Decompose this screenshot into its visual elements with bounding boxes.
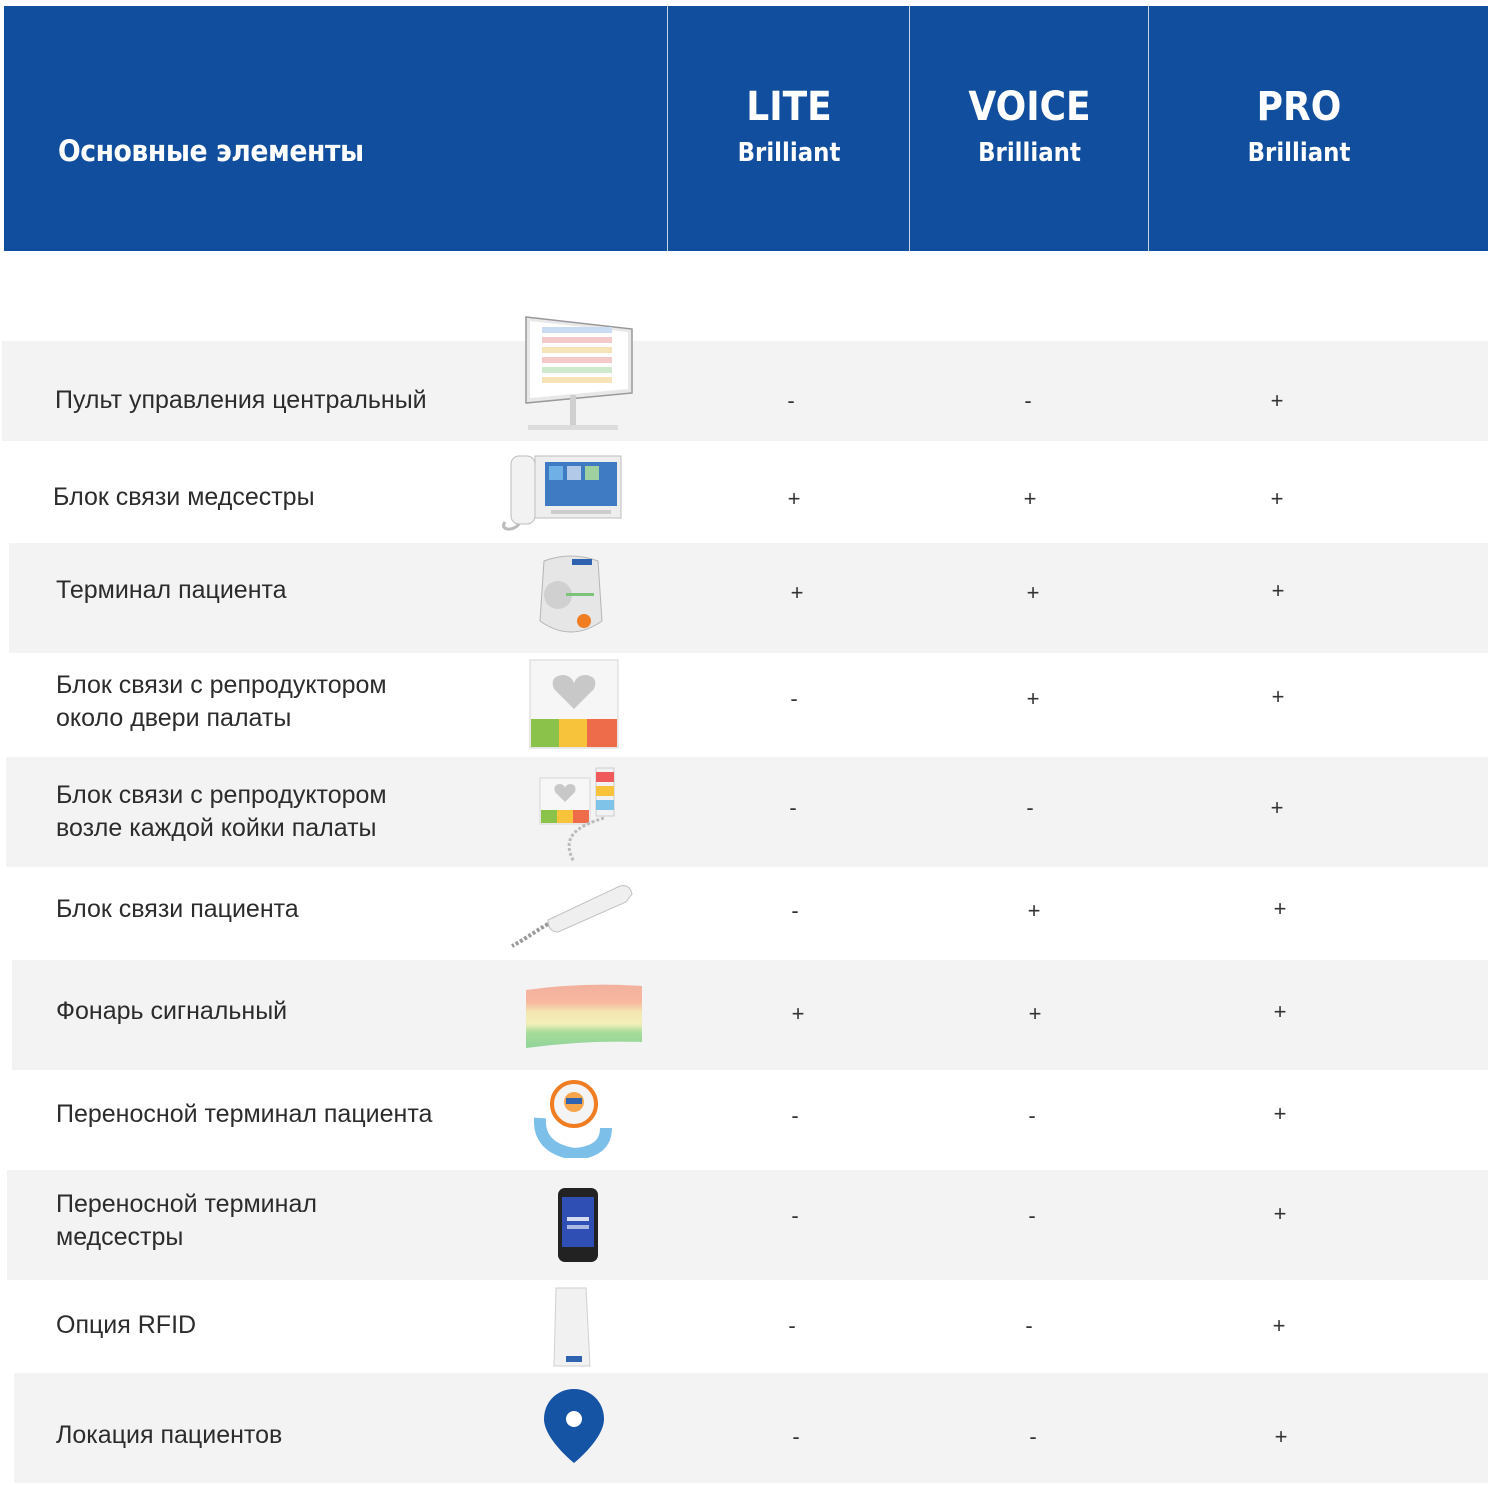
row-label: Переносной терминал медсестры xyxy=(56,1190,317,1251)
mark-pro: + xyxy=(1273,896,1287,921)
mark-voice: + xyxy=(1026,580,1040,605)
mark-lite: + xyxy=(787,486,801,511)
location-pin-icon xyxy=(542,1387,606,1465)
mark-pro: + xyxy=(1271,684,1285,709)
row-label: Блок связи медсестры xyxy=(53,483,315,511)
header-cell-pro xyxy=(1148,6,1489,251)
plan-sub-voice: Brilliant xyxy=(978,138,1081,168)
mark-voice: - xyxy=(1029,1424,1037,1449)
rfid-reader-icon xyxy=(552,1286,592,1368)
mark-pro: + xyxy=(1273,999,1287,1024)
mark-lite: - xyxy=(788,1313,796,1338)
handheld-terminal-icon xyxy=(557,1187,599,1263)
monitor-icon xyxy=(520,313,638,431)
mark-voice: - xyxy=(1028,1103,1036,1128)
mark-pro: + xyxy=(1271,578,1285,603)
mark-pro: + xyxy=(1273,1101,1287,1126)
mark-lite: - xyxy=(787,388,795,413)
row-label: Терминал пациента xyxy=(56,576,287,604)
header-cell-elements xyxy=(4,6,667,251)
mark-pro: + xyxy=(1272,1313,1286,1338)
row-label: Опция RFID xyxy=(56,1311,197,1339)
mark-lite: - xyxy=(790,686,798,711)
row-label: Локация пациентов xyxy=(56,1421,283,1449)
mark-lite: - xyxy=(791,1203,799,1228)
plan-name-voice: VOICE xyxy=(968,84,1091,130)
mark-voice: + xyxy=(1027,898,1041,923)
plan-sub-lite: Brilliant xyxy=(737,138,841,168)
table-header xyxy=(4,6,1488,251)
patient-terminal-icon xyxy=(536,551,606,641)
header-cell-voice xyxy=(909,6,1149,251)
signal-lamp-icon xyxy=(522,982,646,1050)
mark-voice: + xyxy=(1026,686,1040,711)
mark-pro: + xyxy=(1274,1424,1288,1449)
bed-speaker-unit-icon xyxy=(538,766,620,866)
row-label: Блок связи пациента xyxy=(56,895,299,923)
mark-lite: - xyxy=(791,1103,799,1128)
wrist-terminal-icon xyxy=(534,1078,612,1158)
mark-voice: + xyxy=(1028,1001,1042,1026)
mark-voice: - xyxy=(1024,388,1032,413)
mark-voice: + xyxy=(1023,486,1037,511)
row-label: Фонарь сигнальный xyxy=(56,997,288,1025)
mark-voice: - xyxy=(1028,1203,1036,1228)
plan-name-lite: LITE xyxy=(746,84,832,130)
mark-pro: + xyxy=(1270,795,1284,820)
handset-icon xyxy=(508,880,636,952)
plan-name-pro: PRO xyxy=(1256,84,1342,130)
mark-lite: + xyxy=(790,580,804,605)
mark-pro: + xyxy=(1273,1201,1287,1226)
mark-lite: - xyxy=(792,1424,800,1449)
mark-pro: + xyxy=(1270,486,1284,511)
door-speaker-unit-icon xyxy=(529,659,619,749)
mark-voice: - xyxy=(1026,795,1034,820)
row-label: Блок связи с репродуктором возле каждой койки палаты xyxy=(56,781,387,842)
mark-lite: + xyxy=(791,1001,805,1026)
header-cell-lite xyxy=(667,6,910,251)
mark-pro: + xyxy=(1270,388,1284,413)
header-main-label: Основные элементы xyxy=(58,134,364,168)
row-label: Переносной терминал пациента xyxy=(56,1100,433,1128)
row-label: Пульт управления центральный xyxy=(55,386,427,414)
mark-lite: - xyxy=(789,795,797,820)
mark-voice: - xyxy=(1025,1313,1033,1338)
desk-phone-icon xyxy=(495,452,625,534)
row-label: Блок связи с репродуктором около двери палаты xyxy=(56,671,387,732)
mark-lite: - xyxy=(791,898,799,923)
plan-sub-pro: Brilliant xyxy=(1247,138,1351,168)
